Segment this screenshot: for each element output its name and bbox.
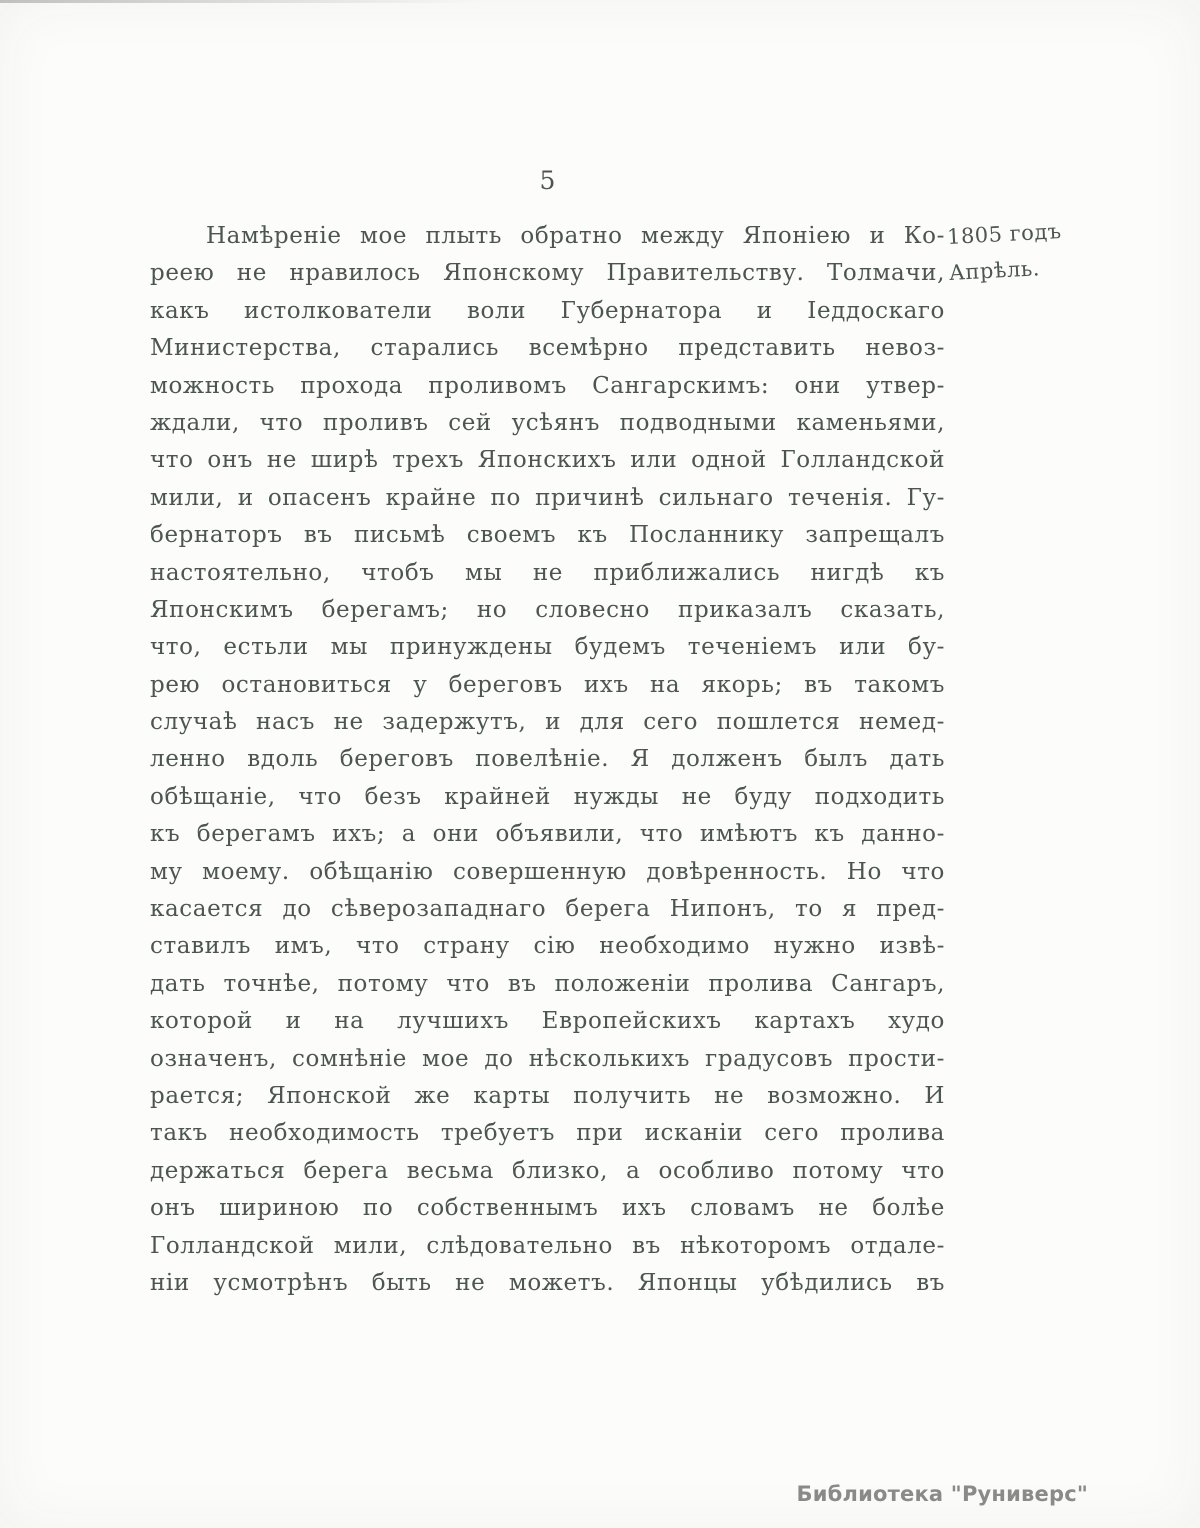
text-line: которой и на лучшихъ Европейскихъ картахъ худо <box>150 1008 945 1035</box>
text-line: что онъ не ширѣ трехъ Японскихъ или одной Голландской <box>150 447 945 474</box>
margin-note <box>946 213 1064 291</box>
text-line: реею не нравилось Японскому Правительству. Толмачи, <box>150 260 945 287</box>
text-line: означенъ, сомнѣніе мое до нѣсколькихъ градусовъ прости- <box>150 1045 945 1072</box>
text-line: онъ шириною по собственнымъ ихъ словамъ не болѣе <box>150 1195 945 1222</box>
text-line: касается до сѣверозападнаго берега Нипонъ, то я пред- <box>150 896 945 923</box>
margin-note-year: 1805 годъ <box>946 219 1063 250</box>
margin-note-month: Апрѣль. <box>948 256 1041 285</box>
text-line: ленно вдоль береговъ повелѣніе. Я долженъ былъ дать <box>150 746 945 773</box>
text-line: Министерства, старались всемѣрно представить невоз- <box>150 335 945 362</box>
text-line: случаѣ насъ не задержутъ, и для сего пошлется немед- <box>150 709 945 736</box>
text-line: бернаторъ въ письмѣ своемъ къ Посланнику запрещалъ <box>150 522 945 549</box>
text-line: что, естьли мы принуждены будемъ теченіемъ или бу- <box>150 634 945 661</box>
text-line: ставилъ имъ, что страну сію необходимо нужно извѣ- <box>150 933 945 960</box>
text-line: рается; Японской же карты получить не возможно. И <box>150 1082 945 1109</box>
page-number: 5 <box>539 166 556 195</box>
text-line: держаться берега весьма близко, а особливо потому что <box>150 1157 945 1184</box>
text-line: какъ истолкователи воли Губернатора и Іеддоскаго <box>150 297 945 324</box>
text-line: настоятельно, чтобъ мы не приближались нигдѣ къ <box>150 559 945 586</box>
text-line: Японскимъ берегамъ; но словесно приказалъ сказать, <box>150 596 945 623</box>
text-line: му моему. обѣщанію совершенную довѣренность. Но что <box>150 858 945 885</box>
text-line: обѣщаніе, что безъ крайней нужды не буду подходить <box>150 783 945 810</box>
text-line: можность прохода проливомъ Сангарскимъ: они утвер- <box>150 372 945 399</box>
text-line: къ берегамъ ихъ; а они объявили, что имѣютъ къ данно- <box>150 821 945 848</box>
text-line: дать точнѣе, потому что въ положеніи пролива Сангаръ, <box>150 970 945 997</box>
text-line: Намѣреніе мое плыть обратно между Японіею и Ко- <box>206 223 945 249</box>
text-line: рею остановиться у береговъ ихъ на якорь; въ такомъ <box>150 671 945 698</box>
library-watermark: Библиотека "Руниверс" <box>796 1482 1088 1506</box>
text-line: мили, и опасенъ крайне по причинѣ сильнаго теченія. Гу- <box>150 484 945 511</box>
text-line: Голландской мили, слѣдовательно въ нѣкоторомъ отдале- <box>150 1232 945 1259</box>
text-line: такъ необходимость требуетъ при исканіи сего пролива <box>150 1120 945 1147</box>
text-line: ждали, что проливъ сей усѣянъ подводными каменьями, <box>150 409 945 436</box>
text-line: ніи усмотрѣнъ быть не можетъ. Японцы убѣдились въ <box>150 1269 945 1296</box>
body-text <box>150 218 945 1302</box>
